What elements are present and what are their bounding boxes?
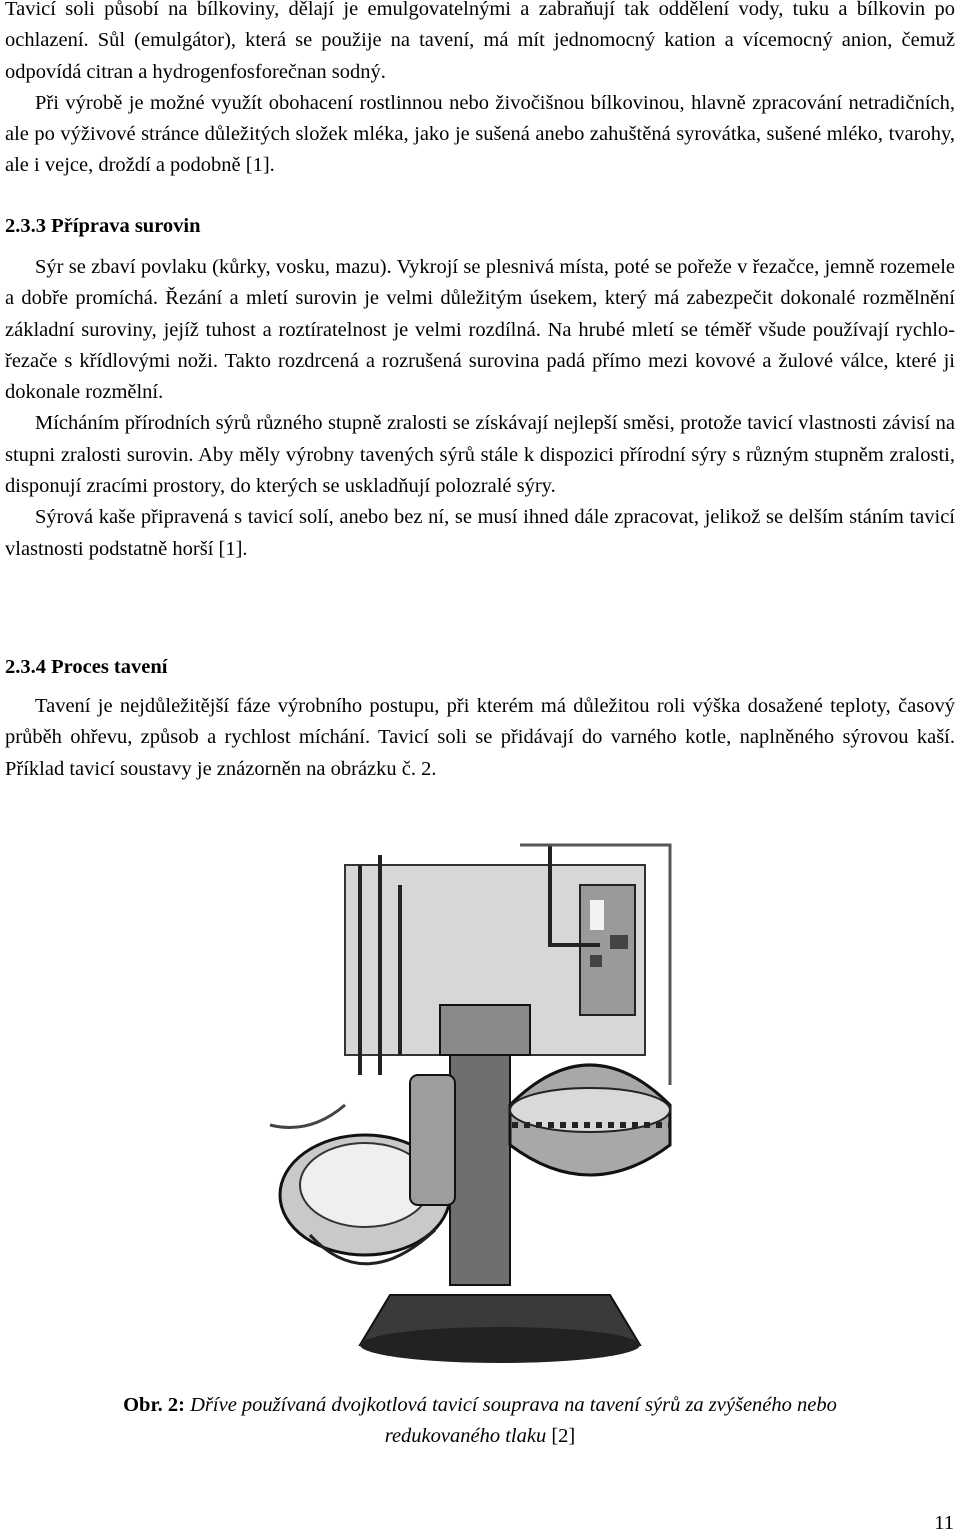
- caption-reference: [2]: [551, 1425, 576, 1448]
- paragraph-mixing: Mícháním přírodních sýrů různého stupně zralosti se získávají nejlepší směsi, protože tavicí vlastnosti závisí na stupni zralosti surovin. Aby měly výrobny tavených sýrů stále k dispozici přírodní sýry s různým stupněm zralosti, disponují zracími prostory, do kterých se uskladňují polozralé sýry.: [5, 412, 955, 498]
- caption-line-2: [0, 1421, 960, 1452]
- melting-apparatus-figure: [250, 825, 720, 1385]
- paragraph-preparation: Sýr se zbaví povlaku (kůrky, vosku, mazu). Vykrojí se plesnivá místa, poté se pořeže v řezačce, jemně rozemele a dobře promíchá. Řezání a mletí surovin je velmi důležitým úsekem, který má zabezpečit dokonalé rozmělnění základní suroviny, jejíž tuhost a roztíratelnost je velmi rozdílná. Na hrubé mletí se téměř všude používají rychlo-řezače s křídlovými noži. Takto rozdrcená a rozrušená surovina padá přímo mezi kovové a žulové válce, které ji dokonale rozmělní.: [5, 256, 955, 404]
- heading-2-3-4: 2.3.4 Proces tavení: [5, 656, 168, 678]
- caption-line-1: [0, 1390, 960, 1421]
- page-number: 11: [934, 1512, 954, 1534]
- caption-text-1: Dříve používaná dvojkotlová tavicí souprava na tavení sýrů za zvýšeného nebo: [190, 1394, 837, 1416]
- paragraph-melting: Tavení je nejdůležitější fáze výrobního postupu, při kterém má důležitou roli výška dosažené teploty, časový průběh ohřevu, způsob a rychlost míchání. Tavicí soli se přidávají do varného kotle, naplněného sýrovou kaší. Příklad tavicí soustavy je znázorněn na obrázku č. 2.: [5, 695, 955, 780]
- paragraph-emulsifier: Tavicí soli působí na bílkoviny, dělají je emulgovatelnými a zabraňují tak oddělení vody, tuku a bílkovin po ochlazení. Sůl (emulgátor), která se použije na tavení, má mít jednomocný kation a vícemocný anion, čemuž odpovídá citran a hydrogenfosforečnan sodný.: [5, 0, 955, 83]
- paragraph-enrichment: Při výrobě je možné využít obohacení rostlinnou nebo živočišnou bílkovinou, hlavně zpracování netradičních, ale po výživové stránce důležitých složek mléka, jako je sušená anebo zahuštěná syrovátka, sušené mléko, tvarohy, ale i vejce, droždí a podobně [1].: [5, 91, 955, 177]
- section-2-3-3-body: [5, 252, 955, 565]
- figure-label: Obr. 2:: [123, 1394, 185, 1416]
- heading-2-3-3: 2.3.3 Příprava surovin: [5, 215, 201, 237]
- section-2-3-4-body: [5, 691, 955, 785]
- caption-text-2: redukovaného tlaku: [384, 1425, 547, 1448]
- figure-caption: [0, 1390, 960, 1453]
- intro-block: [5, 0, 955, 182]
- paragraph-processing: Sýrová kaše připravená s tavicí solí, anebo bez ní, se musí ihned dále zpracovat, jelikož se delším stáním tavicí vlastnosti podstatně horší [1].: [5, 506, 955, 560]
